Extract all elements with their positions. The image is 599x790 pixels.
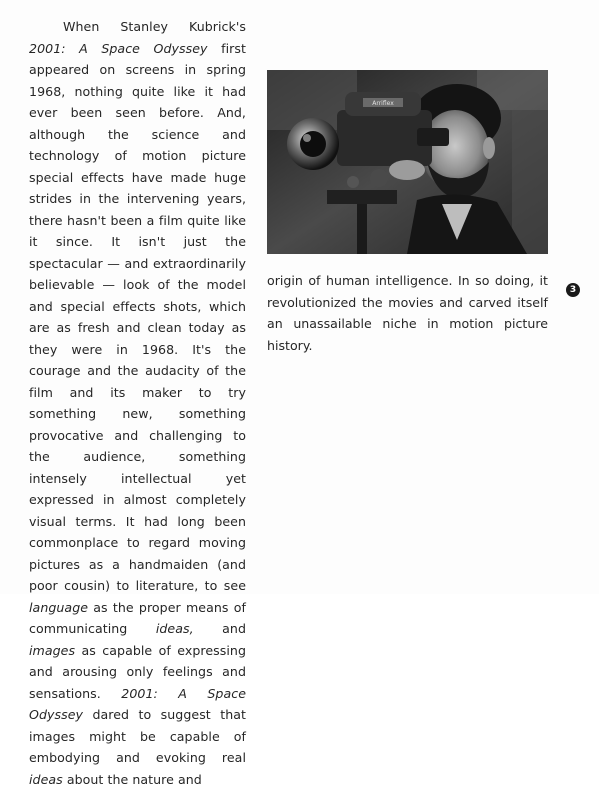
text-run: dared to suggest that images might be capable of embodying and evoking real [29, 707, 246, 765]
text-run: as the proper means of communicating [29, 599, 246, 636]
film-title: 2001: A Space Odyssey [29, 685, 246, 722]
emphasis-language: language [29, 599, 89, 615]
left-text-column [29, 16, 246, 790]
emphasis-ideas: ideas, [155, 621, 194, 636]
text-run: and [193, 621, 246, 636]
film-title: 2001: A Space Odyssey [29, 40, 208, 56]
emphasis-images: images [29, 642, 76, 658]
camera-label: Arriflex [372, 100, 394, 107]
page-number-badge: 3 [566, 283, 580, 297]
photo-illustration [267, 70, 548, 254]
body-paragraph [29, 16, 246, 790]
text-run: When Stanley Kubrick's [63, 19, 246, 34]
text-run: as capable of expressing and arousing only feelings and sensations. [29, 642, 246, 701]
text-run: about the nature and [62, 771, 202, 787]
text-run: first appeared on screens in spring 1968, nothing quite like it had ever been seen before. And, although the science and technology of motion picture special effects have made huge strides in the intervening years, there hasn't been a film quite like it since. It isn't just the spectacular — and extraordinarily believable — look of the model and special effects shots, which are as fresh and clean today as they were in 1968. It's the courage and the audacity of the film and its maker to try something new, something provocative and challenging to the audience, something intensely intellectual yet expressed in almost completely visual terms. It had long been commonplace to regard moving pictures as a handmaiden (and poor cousin) to literature, to see [29, 40, 247, 593]
body-paragraph: origin of human intelligence. In so doing, it revolutionized the movies and carved itself an unassailable niche in motion picture history. [267, 273, 548, 353]
right-text-column [267, 270, 548, 356]
emphasis-ideas: ideas [29, 771, 63, 787]
director-camera-photo [267, 70, 548, 254]
